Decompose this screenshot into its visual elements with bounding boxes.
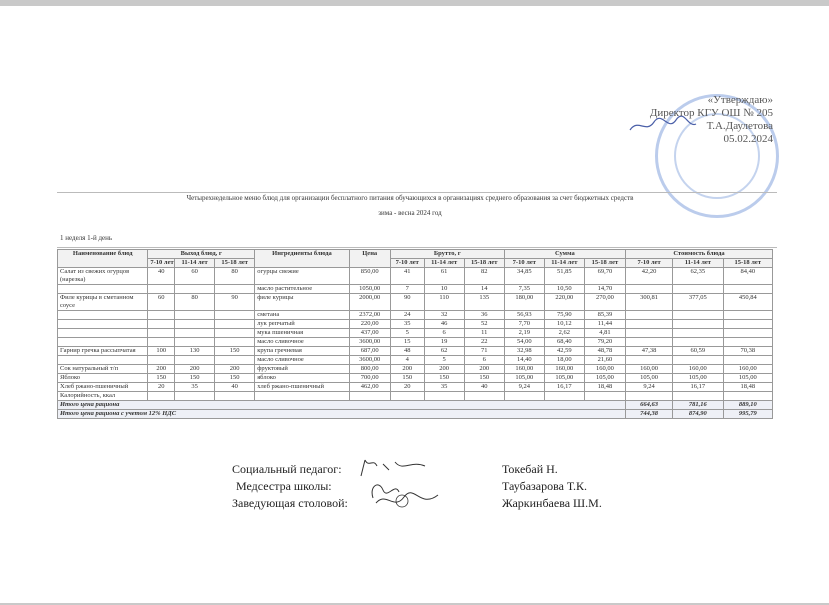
sum-cell: 68,40	[544, 338, 584, 347]
approval-director: Директор КГУ ОШ № 205	[649, 107, 773, 119]
week-day-label: 1 неделя 1-й день	[60, 234, 113, 242]
table-row	[58, 320, 773, 329]
cost-cell	[673, 285, 723, 294]
dish-name-cell	[58, 329, 148, 338]
output-cell: 130	[175, 347, 215, 356]
cost-cell: 9,24	[625, 383, 672, 392]
gross-cell: 200	[390, 365, 424, 374]
ingredient-cell: масло растительное	[255, 285, 350, 294]
sum-cell: 7,70	[504, 320, 544, 329]
output-cell: 60	[148, 294, 175, 311]
output-cell: 80	[175, 294, 215, 311]
header-age-7-10: 7-10 лет	[148, 259, 175, 268]
sum-cell: 10,50	[544, 285, 584, 294]
sum-cell: 105,00	[544, 374, 584, 383]
output-cell: 200	[215, 365, 255, 374]
output-cell	[148, 329, 175, 338]
output-cell	[175, 311, 215, 320]
menu-table	[57, 249, 773, 419]
table-row	[58, 392, 773, 401]
gross-cell: 19	[424, 338, 464, 347]
ingredient-cell: филе курицы	[255, 294, 350, 311]
gross-cell: 4	[390, 356, 424, 365]
header-age-7-10: 7-10 лет	[504, 259, 544, 268]
price-cell	[349, 392, 390, 401]
ingredient-cell	[255, 392, 350, 401]
sum-cell: 160,00	[504, 365, 544, 374]
sum-cell: 42,59	[544, 347, 584, 356]
total-row	[58, 410, 773, 419]
document-page	[0, 6, 829, 603]
dish-name-cell: Салат из свежих огурцов (нарезка)	[58, 268, 148, 285]
approval-date: 05.02.2024	[723, 133, 773, 145]
header-age-11-14: 11-14 лет	[424, 259, 464, 268]
total-label: Итого цена рациона	[58, 401, 626, 410]
cost-cell	[625, 338, 672, 347]
output-cell: 20	[148, 383, 175, 392]
cost-cell: 60,59	[673, 347, 723, 356]
price-cell: 437,00	[349, 329, 390, 338]
output-cell: 35	[175, 383, 215, 392]
total-value: 995,79	[723, 410, 772, 419]
cost-cell: 70,38	[723, 347, 772, 356]
output-cell	[175, 329, 215, 338]
sum-cell: 85,39	[584, 311, 625, 320]
signature-row	[232, 461, 632, 478]
table-row	[58, 383, 773, 392]
gross-cell: 24	[390, 311, 424, 320]
cost-cell	[723, 285, 772, 294]
cost-cell	[673, 392, 723, 401]
signer-position: Медсестра школы:	[236, 479, 332, 493]
price-cell: 2000,00	[349, 294, 390, 311]
cost-cell	[723, 311, 772, 320]
sum-cell: 32,98	[504, 347, 544, 356]
cost-cell: 47,38	[625, 347, 672, 356]
cost-cell: 160,00	[723, 365, 772, 374]
table-row	[58, 311, 773, 320]
header-age-11-14: 11-14 лет	[673, 259, 723, 268]
cost-cell: 300,81	[625, 294, 672, 311]
ingredient-cell: хлеб ржано-пшеничный	[255, 383, 350, 392]
price-cell: 687,00	[349, 347, 390, 356]
output-cell: 40	[215, 383, 255, 392]
cost-cell	[673, 320, 723, 329]
sum-cell: 69,70	[584, 268, 625, 285]
cost-cell	[625, 392, 672, 401]
output-cell	[215, 356, 255, 365]
price-cell: 3600,00	[349, 338, 390, 347]
price-cell: 700,00	[349, 374, 390, 383]
output-cell: 150	[175, 374, 215, 383]
approval-block	[650, 94, 773, 146]
output-cell	[148, 320, 175, 329]
gross-cell: 46	[424, 320, 464, 329]
gross-cell: 20	[390, 383, 424, 392]
header-sum: Сумма	[504, 250, 625, 259]
sum-cell: 34,85	[504, 268, 544, 285]
cost-cell	[673, 338, 723, 347]
dish-name-cell	[58, 311, 148, 320]
gross-cell: 41	[390, 268, 424, 285]
dish-name-cell: Хлеб ржано-пшеничный	[58, 383, 148, 392]
sum-cell: 2,62	[544, 329, 584, 338]
gross-cell: 110	[424, 294, 464, 311]
dish-name-cell: Яблоко	[58, 374, 148, 383]
output-cell: 100	[148, 347, 175, 356]
cost-cell: 160,00	[625, 365, 672, 374]
output-cell: 60	[175, 268, 215, 285]
gross-cell: 5	[390, 329, 424, 338]
gross-cell: 200	[464, 365, 504, 374]
table-row	[58, 285, 773, 294]
cost-cell	[723, 320, 772, 329]
header-age-15-18: 15-18 лет	[464, 259, 504, 268]
cost-cell: 160,00	[673, 365, 723, 374]
gross-cell: 200	[424, 365, 464, 374]
cost-cell: 450,84	[723, 294, 772, 311]
output-cell	[148, 338, 175, 347]
gross-cell: 62	[424, 347, 464, 356]
output-cell	[175, 320, 215, 329]
gross-cell: 82	[464, 268, 504, 285]
output-cell	[148, 392, 175, 401]
cost-cell: 105,00	[625, 374, 672, 383]
gross-cell: 35	[390, 320, 424, 329]
output-cell	[215, 329, 255, 338]
price-cell: 3600,00	[349, 356, 390, 365]
dish-name-cell: Филе курицы в сметанном соусе	[58, 294, 148, 311]
sum-cell: 48,78	[584, 347, 625, 356]
sum-cell: 220,00	[544, 294, 584, 311]
sum-cell: 18,48	[584, 383, 625, 392]
signer-name: Токебай Н.	[502, 462, 558, 476]
sum-cell: 18,00	[544, 356, 584, 365]
gross-cell: 14	[464, 285, 504, 294]
output-cell	[148, 285, 175, 294]
sum-cell: 56,93	[504, 311, 544, 320]
cost-cell	[723, 338, 772, 347]
ingredient-cell: крупа гречневая	[255, 347, 350, 356]
gross-cell: 40	[464, 383, 504, 392]
header-age-11-14: 11-14 лет	[175, 259, 215, 268]
menu-season: зима - весна 2024 год	[378, 209, 442, 217]
ingredient-cell: мука пшеничная	[255, 329, 350, 338]
price-cell: 850,00	[349, 268, 390, 285]
output-cell	[175, 285, 215, 294]
gross-cell: 35	[424, 383, 464, 392]
header-age-7-10: 7-10 лет	[390, 259, 424, 268]
header-dish: Наименование блюд	[58, 250, 148, 268]
signer-name: Жаркинбаева Ш.М.	[502, 496, 602, 510]
gross-cell: 150	[464, 374, 504, 383]
dish-name-cell: Калорийность, ккал	[58, 392, 148, 401]
table-row	[58, 268, 773, 285]
dish-name-cell	[58, 338, 148, 347]
sum-cell: 9,24	[504, 383, 544, 392]
dish-name-cell	[58, 285, 148, 294]
gross-cell	[424, 392, 464, 401]
sum-cell: 10,12	[544, 320, 584, 329]
total-value: 781,16	[673, 401, 723, 410]
gross-cell: 61	[424, 268, 464, 285]
gross-cell: 52	[464, 320, 504, 329]
price-cell: 220,00	[349, 320, 390, 329]
header-output: Выход блюд, г	[148, 250, 255, 259]
cost-cell	[723, 392, 772, 401]
sum-cell	[544, 392, 584, 401]
cost-cell: 62,35	[673, 268, 723, 285]
ingredient-cell: яблоко	[255, 374, 350, 383]
approval-name: Т.А.Даулетова	[706, 120, 773, 132]
menu-table-body	[58, 268, 773, 419]
cost-cell: 377,05	[673, 294, 723, 311]
sum-cell: 16,17	[544, 383, 584, 392]
output-cell	[148, 356, 175, 365]
gross-cell: 71	[464, 347, 504, 356]
gross-cell: 150	[424, 374, 464, 383]
cost-cell: 105,00	[673, 374, 723, 383]
total-value: 664,63	[625, 401, 672, 410]
ingredient-cell: масло сливочное	[255, 356, 350, 365]
sum-cell: 75,90	[544, 311, 584, 320]
sum-cell: 79,20	[584, 338, 625, 347]
cost-cell	[625, 356, 672, 365]
signer-name: Таубазарова Т.К.	[502, 479, 588, 493]
table-row	[58, 294, 773, 311]
signer-position: Заведующая столовой:	[232, 496, 348, 510]
total-label: Итого цена рациона с учетом 12% НДС	[58, 410, 626, 419]
output-cell: 40	[148, 268, 175, 285]
approval-heading: «Утверждаю»	[707, 94, 773, 106]
output-cell	[215, 320, 255, 329]
signer-position: Социальный педагог:	[232, 462, 342, 476]
sum-cell: 14,40	[504, 356, 544, 365]
menu-title: Четырехнедельное меню блюд для организации бесплатного питания обучающихся в организациях среднего образования за счет бюджетных средств	[186, 194, 634, 202]
output-cell: 80	[215, 268, 255, 285]
cost-cell	[673, 329, 723, 338]
gross-cell: 135	[464, 294, 504, 311]
sum-cell: 51,85	[544, 268, 584, 285]
output-cell	[148, 311, 175, 320]
sum-cell	[584, 392, 625, 401]
sum-cell: 54,00	[504, 338, 544, 347]
price-cell: 800,00	[349, 365, 390, 374]
sum-cell	[504, 392, 544, 401]
sum-cell: 160,00	[584, 365, 625, 374]
output-cell	[215, 311, 255, 320]
header-ingredients: Ингредиенты блюда	[255, 250, 350, 268]
cost-cell	[673, 356, 723, 365]
output-cell	[215, 338, 255, 347]
header-age-11-14: 11-14 лет	[544, 259, 584, 268]
sum-cell: 270,00	[584, 294, 625, 311]
ingredient-cell: масло сливочное	[255, 338, 350, 347]
cost-cell: 18,48	[723, 383, 772, 392]
cost-cell	[723, 329, 772, 338]
table-row	[58, 347, 773, 356]
output-cell: 200	[175, 365, 215, 374]
total-value: 889,10	[723, 401, 772, 410]
handwritten-signature	[372, 489, 442, 511]
cost-cell	[625, 329, 672, 338]
cost-cell	[723, 356, 772, 365]
gross-cell: 10	[424, 285, 464, 294]
output-cell	[215, 392, 255, 401]
gross-cell: 22	[464, 338, 504, 347]
price-cell: 462,00	[349, 383, 390, 392]
table-row	[58, 374, 773, 383]
sum-cell: 105,00	[504, 374, 544, 383]
output-cell	[175, 392, 215, 401]
ingredient-cell: огурцы свежие	[255, 268, 350, 285]
output-cell: 150	[148, 374, 175, 383]
cost-cell: 42,20	[625, 268, 672, 285]
dish-name-cell: Гарнир гречка рассыпчатая	[58, 347, 148, 356]
total-row	[58, 401, 773, 410]
price-cell: 1050,00	[349, 285, 390, 294]
cost-cell	[625, 320, 672, 329]
output-cell: 200	[148, 365, 175, 374]
cost-cell	[625, 311, 672, 320]
gross-cell	[390, 392, 424, 401]
output-cell: 150	[215, 347, 255, 356]
sum-cell: 7,35	[504, 285, 544, 294]
output-cell: 90	[215, 294, 255, 311]
header-price: Цена	[349, 250, 390, 268]
sum-cell: 11,44	[584, 320, 625, 329]
sum-cell: 2,19	[504, 329, 544, 338]
total-value: 874,90	[673, 410, 723, 419]
output-cell	[175, 356, 215, 365]
ingredient-cell: сметана	[255, 311, 350, 320]
sum-cell: 4,81	[584, 329, 625, 338]
cost-cell: 16,17	[673, 383, 723, 392]
table-row	[58, 329, 773, 338]
sum-cell: 160,00	[544, 365, 584, 374]
gross-cell: 36	[464, 311, 504, 320]
gross-cell: 48	[390, 347, 424, 356]
cost-cell	[673, 311, 723, 320]
header-cost: Стоимость блюда	[625, 250, 772, 259]
table-row	[58, 365, 773, 374]
header-age-15-18: 15-18 лет	[584, 259, 625, 268]
header-gross: Брутто, г	[390, 250, 504, 259]
dish-name-cell: Сок натуральный т/п	[58, 365, 148, 374]
cost-cell: 84,40	[723, 268, 772, 285]
header-age-15-18: 15-18 лет	[723, 259, 772, 268]
table-row	[58, 356, 773, 365]
ingredient-cell: лук репчатый	[255, 320, 350, 329]
table-row	[58, 338, 773, 347]
gross-cell: 7	[390, 285, 424, 294]
header-age-15-18: 15-18 лет	[215, 259, 255, 268]
gross-cell: 90	[390, 294, 424, 311]
gross-cell: 150	[390, 374, 424, 383]
output-cell	[215, 285, 255, 294]
sum-cell: 21,60	[584, 356, 625, 365]
gross-cell: 5	[424, 356, 464, 365]
sum-cell: 180,00	[504, 294, 544, 311]
gross-cell	[464, 392, 504, 401]
gross-cell: 11	[464, 329, 504, 338]
dish-name-cell	[58, 356, 148, 365]
cost-cell: 105,00	[723, 374, 772, 383]
dish-name-cell	[58, 320, 148, 329]
ingredient-cell: фруктовый	[255, 365, 350, 374]
output-cell: 150	[215, 374, 255, 383]
gross-cell: 6	[464, 356, 504, 365]
cost-cell	[625, 285, 672, 294]
gross-cell: 32	[424, 311, 464, 320]
total-value: 744,38	[625, 410, 672, 419]
output-cell	[175, 338, 215, 347]
gross-cell: 6	[424, 329, 464, 338]
gross-cell: 15	[390, 338, 424, 347]
header-age-7-10: 7-10 лет	[625, 259, 672, 268]
price-cell: 2372,00	[349, 311, 390, 320]
handwritten-signature	[355, 456, 430, 480]
sum-cell: 14,70	[584, 285, 625, 294]
sum-cell: 105,00	[584, 374, 625, 383]
